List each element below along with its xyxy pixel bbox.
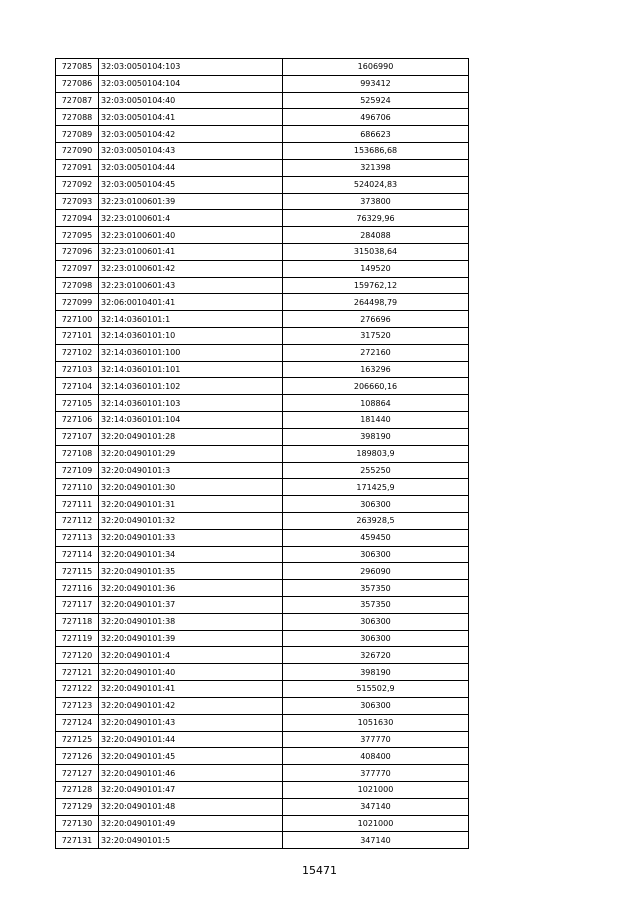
- table-row: [56, 546, 469, 563]
- value-cell: 255250: [283, 462, 469, 479]
- value-cell: 306300: [283, 546, 469, 563]
- cadastral-number-cell: 32:20:0490101:40: [99, 664, 283, 681]
- row-id-cell: 727129: [56, 798, 99, 815]
- value-cell: 159762,12: [283, 277, 469, 294]
- cadastral-number-cell: 32:03:0050104:45: [99, 176, 283, 193]
- cadastral-number-cell: 32:20:0490101:39: [99, 630, 283, 647]
- value-cell: 272160: [283, 344, 469, 361]
- value-cell: 1021000: [283, 815, 469, 832]
- row-id-cell: 727119: [56, 630, 99, 647]
- cadastral-number-cell: 32:03:0050104:44: [99, 159, 283, 176]
- table-row: [56, 109, 469, 126]
- row-id-cell: 727118: [56, 613, 99, 630]
- cadastral-number-cell: 32:14:0360101:102: [99, 378, 283, 395]
- cadastral-number-cell: 32:20:0490101:5: [99, 832, 283, 849]
- cadastral-number-cell: 32:14:0360101:103: [99, 395, 283, 412]
- row-id-cell: 727091: [56, 159, 99, 176]
- value-cell: 306300: [283, 697, 469, 714]
- row-id-cell: 727096: [56, 243, 99, 260]
- row-id-cell: 727104: [56, 378, 99, 395]
- value-cell: 276696: [283, 311, 469, 328]
- table-row: [56, 445, 469, 462]
- table-row: [56, 798, 469, 815]
- value-cell: 163296: [283, 361, 469, 378]
- cadastral-number-cell: 32:20:0490101:3: [99, 462, 283, 479]
- value-cell: 306300: [283, 630, 469, 647]
- value-cell: 149520: [283, 260, 469, 277]
- table-row: [56, 277, 469, 294]
- row-id-cell: 727111: [56, 496, 99, 513]
- row-id-cell: 727121: [56, 664, 99, 681]
- row-id-cell: 727087: [56, 92, 99, 109]
- value-cell: 108864: [283, 395, 469, 412]
- row-id-cell: 727127: [56, 765, 99, 782]
- table-row: [56, 210, 469, 227]
- cadastral-number-cell: 32:03:0050104:104: [99, 75, 283, 92]
- row-id-cell: 727126: [56, 748, 99, 765]
- cadastral-number-cell: 32:20:0490101:48: [99, 798, 283, 815]
- cadastral-number-cell: 32:23:0100601:4: [99, 210, 283, 227]
- cadastral-number-cell: 32:06:0010401:41: [99, 294, 283, 311]
- value-cell: 686623: [283, 126, 469, 143]
- row-id-cell: 727097: [56, 260, 99, 277]
- cadastral-number-cell: 32:14:0360101:1: [99, 311, 283, 328]
- cadastral-number-cell: 32:20:0490101:34: [99, 546, 283, 563]
- value-cell: 377770: [283, 731, 469, 748]
- cadastral-number-cell: 32:20:0490101:30: [99, 479, 283, 496]
- table-row: [56, 765, 469, 782]
- table-row: [56, 143, 469, 160]
- table-row: [56, 613, 469, 630]
- value-cell: 1051630: [283, 714, 469, 731]
- table-row: [56, 647, 469, 664]
- table-row: [56, 176, 469, 193]
- cadastral-number-cell: 32:14:0360101:10: [99, 328, 283, 345]
- row-id-cell: 727107: [56, 428, 99, 445]
- row-id-cell: 727113: [56, 529, 99, 546]
- table-row: [56, 496, 469, 513]
- value-cell: 206660,16: [283, 378, 469, 395]
- row-id-cell: 727098: [56, 277, 99, 294]
- table-row: [56, 529, 469, 546]
- row-id-cell: 727085: [56, 59, 99, 76]
- table-row: [56, 412, 469, 429]
- page-number: 15471: [302, 864, 337, 877]
- value-cell: 525924: [283, 92, 469, 109]
- cadastral-number-cell: 32:14:0360101:100: [99, 344, 283, 361]
- row-id-cell: 727103: [56, 361, 99, 378]
- cadastral-number-cell: 32:23:0100601:41: [99, 243, 283, 260]
- value-cell: 398190: [283, 664, 469, 681]
- table-row: [56, 630, 469, 647]
- table-row: [56, 664, 469, 681]
- table-row: [56, 479, 469, 496]
- value-cell: 264498,79: [283, 294, 469, 311]
- row-id-cell: 727116: [56, 580, 99, 597]
- table-row: [56, 361, 469, 378]
- table-row: [56, 781, 469, 798]
- row-id-cell: 727102: [56, 344, 99, 361]
- value-cell: 326720: [283, 647, 469, 664]
- value-cell: 284088: [283, 227, 469, 244]
- value-cell: 189803,9: [283, 445, 469, 462]
- row-id-cell: 727088: [56, 109, 99, 126]
- table-row: [56, 126, 469, 143]
- table-row: [56, 344, 469, 361]
- row-id-cell: 727106: [56, 412, 99, 429]
- cadastral-number-cell: 32:20:0490101:4: [99, 647, 283, 664]
- table-row: [56, 59, 469, 76]
- cadastral-number-cell: 32:20:0490101:44: [99, 731, 283, 748]
- value-cell: 296090: [283, 563, 469, 580]
- value-cell: 377770: [283, 765, 469, 782]
- cadastral-number-cell: 32:14:0360101:101: [99, 361, 283, 378]
- table-row: [56, 227, 469, 244]
- cadastral-number-cell: 32:20:0490101:38: [99, 613, 283, 630]
- row-id-cell: 727130: [56, 815, 99, 832]
- row-id-cell: 727101: [56, 328, 99, 345]
- value-cell: 263928,5: [283, 512, 469, 529]
- cadastral-number-cell: 32:03:0050104:40: [99, 92, 283, 109]
- row-id-cell: 727090: [56, 143, 99, 160]
- value-cell: 524024,83: [283, 176, 469, 193]
- value-cell: 153686,68: [283, 143, 469, 160]
- table-row: [56, 260, 469, 277]
- cadastral-number-cell: 32:14:0360101:104: [99, 412, 283, 429]
- table-row: [56, 462, 469, 479]
- value-cell: 181440: [283, 412, 469, 429]
- row-id-cell: 727108: [56, 445, 99, 462]
- row-id-cell: 727114: [56, 546, 99, 563]
- cadastral-number-cell: 32:20:0490101:29: [99, 445, 283, 462]
- table-row: [56, 597, 469, 614]
- value-cell: 1606990: [283, 59, 469, 76]
- value-cell: 76329,96: [283, 210, 469, 227]
- cadastral-number-cell: 32:20:0490101:42: [99, 697, 283, 714]
- table-row: [56, 243, 469, 260]
- table-row: [56, 697, 469, 714]
- table-row: [56, 815, 469, 832]
- cadastral-number-cell: 32:23:0100601:43: [99, 277, 283, 294]
- table-row: [56, 512, 469, 529]
- table-row: [56, 748, 469, 765]
- cadastral-number-cell: 32:03:0050104:42: [99, 126, 283, 143]
- value-cell: 315038,64: [283, 243, 469, 260]
- table-row: [56, 75, 469, 92]
- table-body: [56, 59, 469, 849]
- value-cell: 357350: [283, 580, 469, 597]
- table-row: [56, 563, 469, 580]
- value-cell: 993412: [283, 75, 469, 92]
- table-row: [56, 681, 469, 698]
- value-cell: 321398: [283, 159, 469, 176]
- row-id-cell: 727109: [56, 462, 99, 479]
- value-cell: 398190: [283, 428, 469, 445]
- row-id-cell: 727120: [56, 647, 99, 664]
- cadastral-number-cell: 32:23:0100601:40: [99, 227, 283, 244]
- value-cell: 459450: [283, 529, 469, 546]
- row-id-cell: 727086: [56, 75, 99, 92]
- table-row: [56, 92, 469, 109]
- cadastral-number-cell: 32:03:0050104:41: [99, 109, 283, 126]
- value-cell: 347140: [283, 832, 469, 849]
- cadastral-number-cell: 32:20:0490101:36: [99, 580, 283, 597]
- cadastral-number-cell: 32:20:0490101:49: [99, 815, 283, 832]
- value-cell: 317520: [283, 328, 469, 345]
- cadastral-number-cell: 32:20:0490101:33: [99, 529, 283, 546]
- cadastral-number-cell: 32:20:0490101:43: [99, 714, 283, 731]
- table-row: [56, 428, 469, 445]
- table-row: [56, 328, 469, 345]
- row-id-cell: 727123: [56, 697, 99, 714]
- row-id-cell: 727110: [56, 479, 99, 496]
- table-row: [56, 731, 469, 748]
- value-cell: 408400: [283, 748, 469, 765]
- data-table: [55, 58, 469, 849]
- table-row: [56, 311, 469, 328]
- table-row: [56, 580, 469, 597]
- value-cell: 496706: [283, 109, 469, 126]
- cadastral-number-cell: 32:03:0050104:103: [99, 59, 283, 76]
- cadastral-number-cell: 32:20:0490101:47: [99, 781, 283, 798]
- value-cell: 1021000: [283, 781, 469, 798]
- cadastral-number-cell: 32:20:0490101:37: [99, 597, 283, 614]
- row-id-cell: 727100: [56, 311, 99, 328]
- row-id-cell: 727115: [56, 563, 99, 580]
- row-id-cell: 727125: [56, 731, 99, 748]
- table-row: [56, 159, 469, 176]
- row-id-cell: 727093: [56, 193, 99, 210]
- value-cell: 357350: [283, 597, 469, 614]
- row-id-cell: 727124: [56, 714, 99, 731]
- cadastral-number-cell: 32:03:0050104:43: [99, 143, 283, 160]
- cadastral-number-cell: 32:20:0490101:35: [99, 563, 283, 580]
- value-cell: 306300: [283, 613, 469, 630]
- row-id-cell: 727095: [56, 227, 99, 244]
- table-row: [56, 714, 469, 731]
- row-id-cell: 727131: [56, 832, 99, 849]
- row-id-cell: 727089: [56, 126, 99, 143]
- cadastral-number-cell: 32:20:0490101:31: [99, 496, 283, 513]
- cadastral-number-cell: 32:20:0490101:41: [99, 681, 283, 698]
- table-row: [56, 378, 469, 395]
- row-id-cell: 727092: [56, 176, 99, 193]
- table-row: [56, 395, 469, 412]
- value-cell: 306300: [283, 496, 469, 513]
- cadastral-number-cell: 32:20:0490101:46: [99, 765, 283, 782]
- value-cell: 515502,9: [283, 681, 469, 698]
- row-id-cell: 727105: [56, 395, 99, 412]
- value-cell: 347140: [283, 798, 469, 815]
- table-row: [56, 294, 469, 311]
- cadastral-number-cell: 32:20:0490101:28: [99, 428, 283, 445]
- row-id-cell: 727122: [56, 681, 99, 698]
- row-id-cell: 727094: [56, 210, 99, 227]
- cadastral-number-cell: 32:23:0100601:39: [99, 193, 283, 210]
- cadastral-number-cell: 32:20:0490101:32: [99, 512, 283, 529]
- cadastral-number-cell: 32:23:0100601:42: [99, 260, 283, 277]
- row-id-cell: 727117: [56, 597, 99, 614]
- row-id-cell: 727099: [56, 294, 99, 311]
- row-id-cell: 727128: [56, 781, 99, 798]
- value-cell: 373800: [283, 193, 469, 210]
- row-id-cell: 727112: [56, 512, 99, 529]
- cadastral-number-cell: 32:20:0490101:45: [99, 748, 283, 765]
- table-row: [56, 832, 469, 849]
- table-row: [56, 193, 469, 210]
- value-cell: 171425,9: [283, 479, 469, 496]
